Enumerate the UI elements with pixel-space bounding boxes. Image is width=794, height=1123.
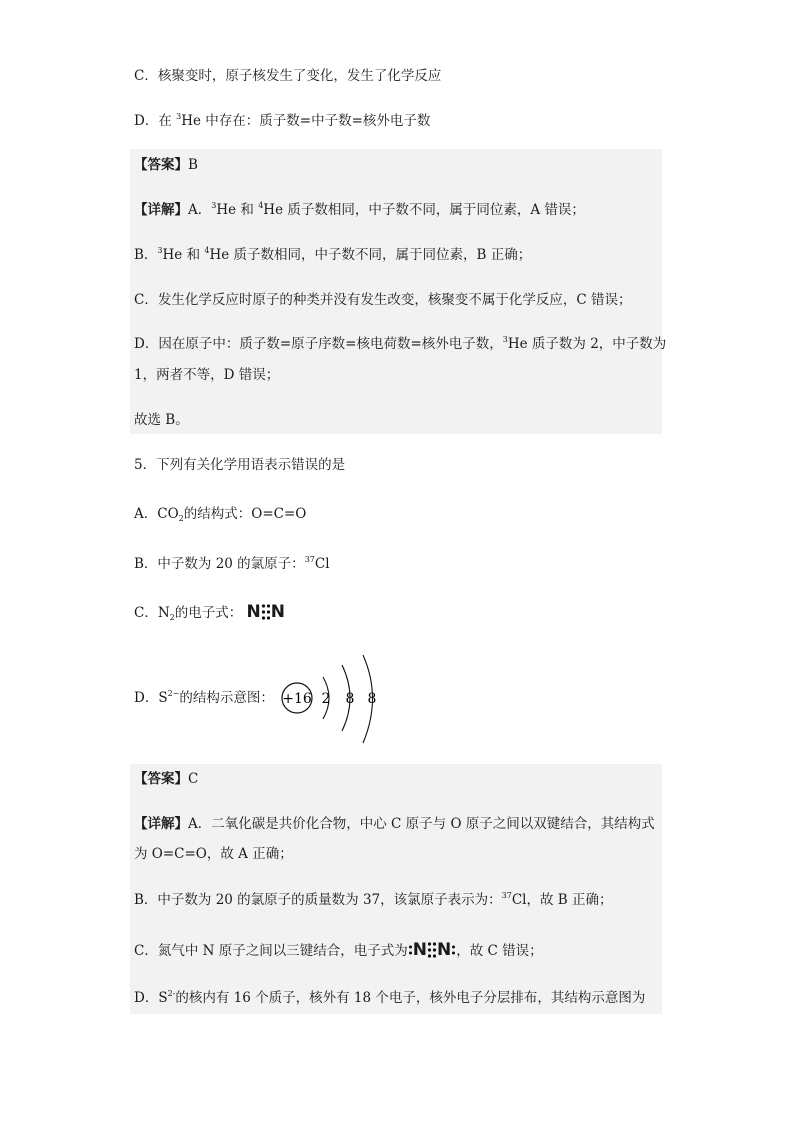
answer5-detail-a1 — [134, 814, 655, 834]
answer4-b-sup3: 3 — [157, 246, 163, 255]
triple-bond-dots-icon — [427, 941, 437, 959]
answer4-a-prefix: A． — [188, 202, 212, 218]
triple-bond-dots-icon — [261, 603, 271, 621]
answer4-detail-c: C．发生化学反应时原子的种类并没有发生改变，核聚变不属于化学反应，C 错误； — [134, 292, 632, 308]
q5-a-co: CO — [157, 506, 179, 522]
answer4-detail-a — [134, 200, 585, 220]
q5-option-a — [134, 504, 306, 524]
q5-c-prefix: C． — [134, 605, 158, 621]
answer4-label — [134, 155, 198, 175]
answer5-a1-text: A．二氧化碳是共价化合物，中心 C 原子与 O 原子之间以双键结合，其结构式 — [188, 816, 655, 832]
shell-count-2: 8 — [345, 691, 355, 707]
answer4-b-sup4: 4 — [204, 246, 210, 255]
answer5-detail-tag: 【详解】 — [134, 816, 188, 832]
answer5-background — [130, 764, 662, 1014]
answer4-a-sup4: 4 — [258, 201, 264, 210]
sulfide-ion-structure-diagram — [280, 655, 390, 747]
answer5-c-suffix: ，故 C 错误； — [456, 943, 543, 959]
q5-c-electron-formula — [247, 602, 285, 622]
answer5-label — [134, 769, 198, 789]
answer5-c-electron-formula — [408, 940, 456, 960]
q5-b-sup: 37 — [304, 555, 315, 564]
shell-count-3: 8 — [367, 691, 377, 707]
answer5-value: C — [188, 771, 199, 787]
q5-c-sub: 2 — [169, 613, 175, 622]
answer4-b-prefix: B． — [134, 247, 158, 263]
answer5-c-prefix: C．氮气中 N 原子之间以三键结合，电子式为 — [134, 943, 408, 959]
q5-a-prefix: A． — [134, 506, 158, 522]
answer5-tag: 【答案】 — [134, 771, 188, 787]
answer4-detail-b — [134, 245, 531, 265]
q5-option-d — [134, 688, 274, 708]
answer5-b-suffix: ，故 B 正确； — [526, 892, 613, 908]
q5-c-formula-n2: N — [270, 602, 286, 622]
q5-b-prefix: B．中子数为 20 的氯原子： — [134, 556, 305, 572]
answer4-a-sup3: 3 — [211, 201, 217, 210]
answer5-d-suffix: 的核内有 16 个质子，核外有 18 个电子，核外电子分层排布，其结构示意图为 — [175, 990, 646, 1006]
q4-option-d-sup: 3 — [176, 112, 182, 121]
q5-d-sup: 2− — [167, 689, 180, 698]
answer4-b-and: 和 — [182, 247, 205, 263]
q5-c-formula-n1: N — [246, 602, 261, 622]
q5-a-suffix: 的结构式：O=C=O — [183, 506, 307, 522]
answer4-a-he: He — [216, 202, 237, 218]
q5-a-sub: 2 — [178, 514, 184, 523]
answer4-detail-d2: 1，两者不等，D 错误； — [134, 367, 280, 383]
q5-option-b — [134, 554, 330, 574]
q5-stem: 5．下列有关化学用语表示错误的是 — [134, 457, 346, 473]
q4-option-d-suffix: He 中存在：质子数=中子数=核外电子数 — [181, 113, 431, 129]
answer4-b-suffix: He 质子数相同，中子数不同，属于同位素，B 正确； — [209, 247, 532, 263]
answer5-d-prefix: D．S — [134, 990, 168, 1006]
answer4-detail-d1 — [134, 334, 666, 354]
shell-count-1: 2 — [321, 691, 331, 707]
answer5-c-formula-n2: N — [436, 940, 452, 960]
answer5-detail-c — [134, 940, 543, 961]
answer4-tag: 【答案】 — [134, 157, 188, 173]
answer4-a-and: 和 — [236, 202, 259, 218]
q4-option-d — [134, 111, 430, 131]
answer5-d-sup: 2- — [167, 989, 176, 998]
answer5-b-cl: Cl — [511, 892, 527, 908]
answer5-b-sup: 37 — [501, 891, 512, 900]
answer5-detail-a2: 为 O=C=O，故 A 正确； — [134, 846, 293, 862]
q5-option-c — [134, 602, 285, 623]
answer5-detail-b — [134, 890, 613, 910]
answer4-d1-sup3: 3 — [502, 335, 508, 344]
q5-d-prefix: D．S — [134, 690, 168, 706]
q5-c-n: N — [157, 605, 170, 621]
answer4-d1-suffix: He 质子数为 2，中子数为 — [507, 336, 667, 352]
answer4-conclusion: 故选 B。 — [134, 412, 189, 428]
q4-option-d-prefix: D．在 — [134, 113, 177, 129]
answer4-b-he: He — [162, 247, 183, 263]
nucleus-charge: +16 — [282, 691, 312, 707]
q5-b-cl: Cl — [314, 556, 330, 572]
answer4-value: B — [188, 157, 198, 173]
q5-d-suffix: 的结构示意图： — [179, 690, 274, 706]
answer5-b-prefix: B．中子数为 20 的氯原子的质量数为 37，该氯原子表示为： — [134, 892, 502, 908]
q4-option-c: C．核聚变时，原子核发生了变化，发生了化学反应 — [134, 68, 442, 84]
answer5-detail-d — [134, 988, 645, 1008]
answer4-detail-tag: 【详解】 — [134, 202, 188, 218]
answer5-c-formula-n1: N — [412, 940, 427, 960]
answer4-a-suffix: He 质子数相同，中子数不同，属于同位素，A 错误； — [263, 202, 585, 218]
answer4-d1-prefix: D．因在原子中：质子数=原子序数=核电荷数=核外电子数， — [134, 336, 503, 352]
q5-c-suffix: 的电子式： — [174, 605, 243, 621]
